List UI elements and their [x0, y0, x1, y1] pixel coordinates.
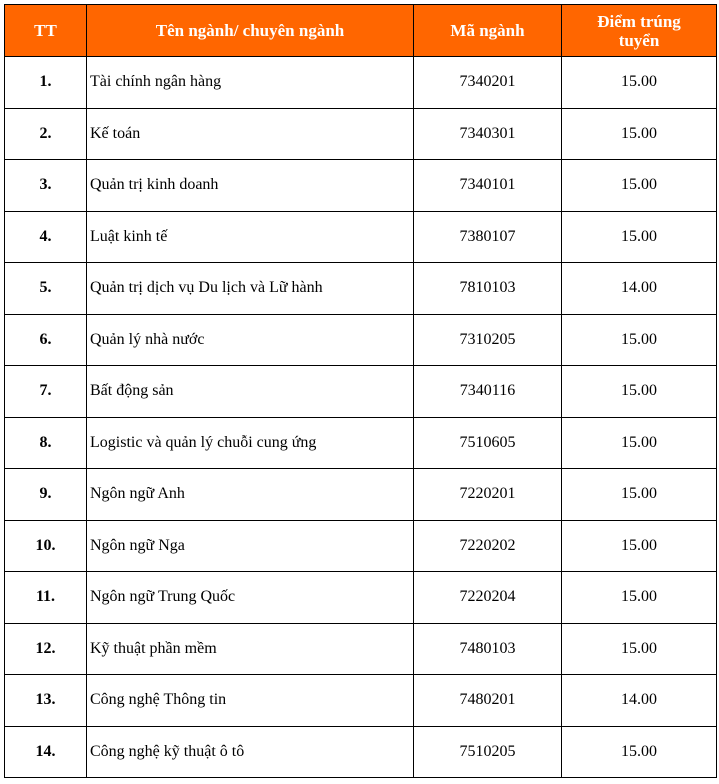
- row-number: 11.: [5, 572, 87, 624]
- header-admission-score: [562, 5, 717, 57]
- admission-score: 15.00: [562, 314, 717, 366]
- major-code: 7510205: [414, 726, 562, 778]
- major-name: Kỹ thuật phần mềm: [87, 623, 414, 675]
- major-name: Tài chính ngân hàng: [87, 57, 414, 109]
- table-row: [5, 314, 717, 366]
- row-number: 4.: [5, 211, 87, 263]
- row-number: 7.: [5, 366, 87, 418]
- major-name: Quản trị kinh doanh: [87, 160, 414, 212]
- admission-score: 15.00: [562, 726, 717, 778]
- major-name: Quản lý nhà nước: [87, 314, 414, 366]
- table-row: [5, 726, 717, 778]
- major-code: 7310205: [414, 314, 562, 366]
- major-code: 7220201: [414, 469, 562, 521]
- table-row: [5, 623, 717, 675]
- admission-score: 15.00: [562, 211, 717, 263]
- admission-score: 14.00: [562, 675, 717, 727]
- major-name: Luật kinh tế: [87, 211, 414, 263]
- row-number: 14.: [5, 726, 87, 778]
- major-name: Công nghệ Thông tin: [87, 675, 414, 727]
- admission-score: 15.00: [562, 469, 717, 521]
- header-major-code: Mã ngành: [414, 5, 562, 57]
- admission-score: 15.00: [562, 108, 717, 160]
- major-name: Ngôn ngữ Nga: [87, 520, 414, 572]
- table-row: [5, 57, 717, 109]
- row-number: 5.: [5, 263, 87, 315]
- table-row: [5, 675, 717, 727]
- major-code: 7340116: [414, 366, 562, 418]
- major-code: 7220202: [414, 520, 562, 572]
- admission-score: 14.00: [562, 263, 717, 315]
- table-row: [5, 520, 717, 572]
- header-score-line2: tuyển: [618, 30, 660, 50]
- major-code: 7340101: [414, 160, 562, 212]
- table-row: [5, 572, 717, 624]
- major-name: Công nghệ kỹ thuật ô tô: [87, 726, 414, 778]
- admission-score: 15.00: [562, 520, 717, 572]
- major-name: Bất động sản: [87, 366, 414, 418]
- major-code: 7380107: [414, 211, 562, 263]
- major-name: Ngôn ngữ Trung Quốc: [87, 572, 414, 624]
- row-number: 1.: [5, 57, 87, 109]
- major-code: 7480103: [414, 623, 562, 675]
- major-code: 7220204: [414, 572, 562, 624]
- major-code: 7480201: [414, 675, 562, 727]
- row-number: 2.: [5, 108, 87, 160]
- admission-scores-table: [4, 4, 717, 778]
- major-code: 7810103: [414, 263, 562, 315]
- major-name: Quản trị dịch vụ Du lịch và Lữ hành: [87, 263, 414, 315]
- admission-score: 15.00: [562, 572, 717, 624]
- table-row: [5, 417, 717, 469]
- row-number: 13.: [5, 675, 87, 727]
- table-row: [5, 108, 717, 160]
- header-major-name: Tên ngành/ chuyên ngành: [87, 5, 414, 57]
- major-code: 7340301: [414, 108, 562, 160]
- table-body: [5, 57, 717, 778]
- major-code: 7510605: [414, 417, 562, 469]
- admission-score: 15.00: [562, 366, 717, 418]
- major-name: Logistic và quản lý chuỗi cung ứng: [87, 417, 414, 469]
- header-row: [5, 5, 717, 57]
- major-name: Kế toán: [87, 108, 414, 160]
- row-number: 8.: [5, 417, 87, 469]
- table-header: [5, 5, 717, 57]
- header-score-line1: Điểm trúng: [597, 11, 681, 31]
- row-number: 9.: [5, 469, 87, 521]
- table-row: [5, 366, 717, 418]
- admission-score: 15.00: [562, 623, 717, 675]
- admission-score: 15.00: [562, 57, 717, 109]
- table-row: [5, 469, 717, 521]
- row-number: 10.: [5, 520, 87, 572]
- admission-score: 15.00: [562, 160, 717, 212]
- row-number: 12.: [5, 623, 87, 675]
- header-tt: TT: [5, 5, 87, 57]
- table-row: [5, 211, 717, 263]
- table-row: [5, 263, 717, 315]
- major-name: Ngôn ngữ Anh: [87, 469, 414, 521]
- major-code: 7340201: [414, 57, 562, 109]
- admission-score: 15.00: [562, 417, 717, 469]
- table-row: [5, 160, 717, 212]
- row-number: 3.: [5, 160, 87, 212]
- row-number: 6.: [5, 314, 87, 366]
